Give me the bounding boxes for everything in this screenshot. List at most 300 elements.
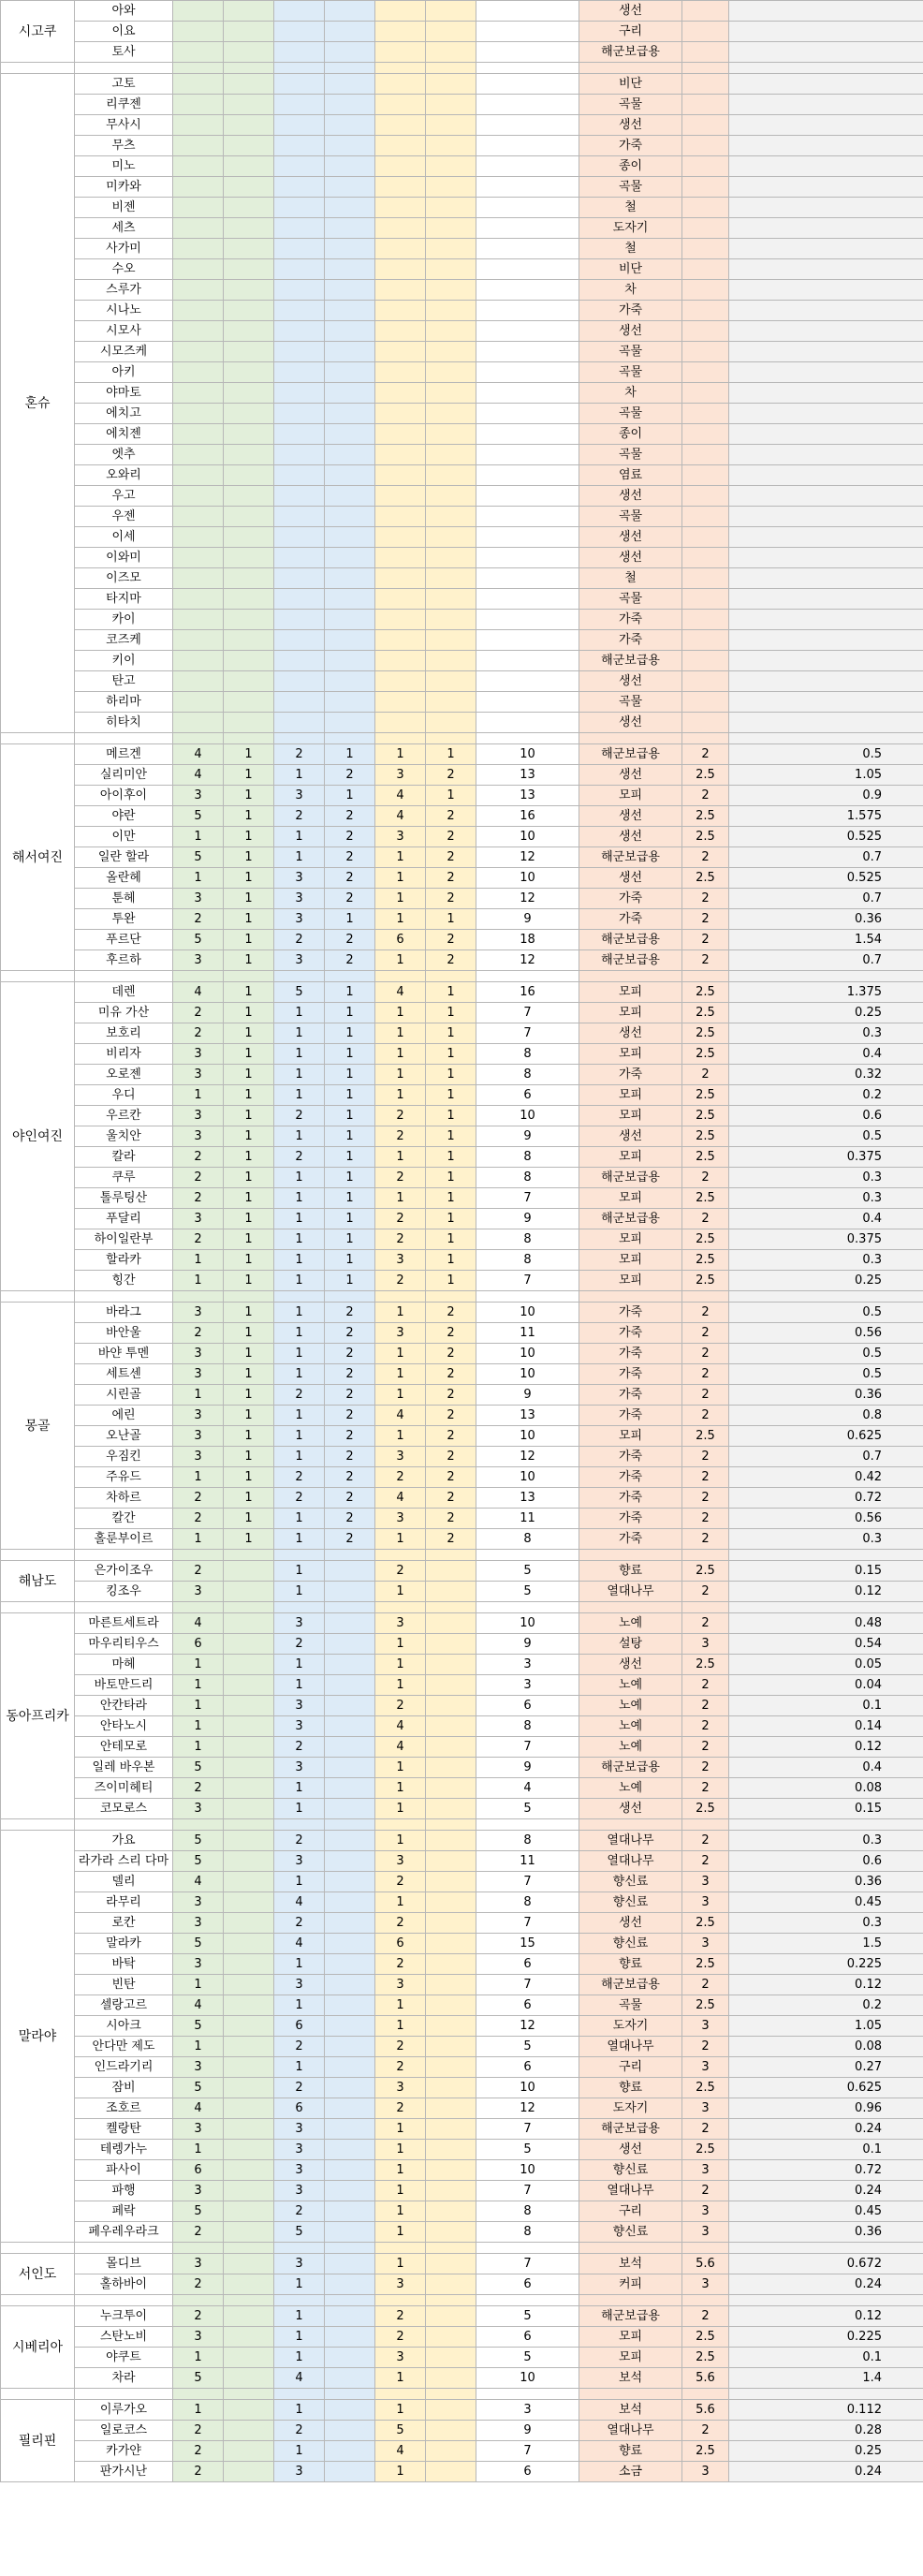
value-cell-0 (173, 74, 224, 95)
value-cell-3 (325, 218, 375, 239)
value-cell-4: 3 (375, 1975, 426, 1995)
value-cell-6 (476, 692, 579, 713)
spacer-cell (426, 1819, 476, 1831)
table-row (1, 1085, 923, 1106)
value-cell-3 (325, 2140, 375, 2160)
spacer-cell (325, 2243, 375, 2254)
spacer-cell (224, 63, 274, 74)
value-cell-2: 1 (274, 2327, 325, 2348)
value-cell-1: 1 (224, 1188, 274, 1209)
spacer-cell (476, 2295, 579, 2306)
value-cell-9: 0.9 (729, 786, 923, 806)
value-cell-9: 0.1 (729, 1696, 923, 1716)
value-cell-9: 0.24 (729, 2181, 923, 2201)
value-cell-1 (224, 1995, 274, 2016)
table-row (1, 1106, 923, 1126)
value-cell-8: 2 (682, 1364, 729, 1385)
value-cell-7: 향료 (579, 2441, 682, 2462)
region-label: 시고쿠 (1, 1, 75, 63)
value-cell-8: 2 (682, 847, 729, 868)
value-cell-9: 0.24 (729, 2119, 923, 2140)
value-cell-0 (173, 630, 224, 651)
value-cell-3 (325, 383, 375, 404)
spacer-cell (476, 1602, 579, 1613)
value-cell-3 (325, 280, 375, 301)
value-cell-9: 0.3 (729, 1023, 923, 1044)
value-cell-4: 2 (375, 1229, 426, 1250)
spacer-row (1, 1819, 923, 1831)
value-cell-6: 10 (476, 1426, 579, 1447)
spacer-cell (375, 1550, 426, 1561)
value-cell-8: 3 (682, 2016, 729, 2037)
value-cell-9: 0.28 (729, 2421, 923, 2441)
table-row (1, 1892, 923, 1913)
value-cell-9: 0.1 (729, 2140, 923, 2160)
value-cell-4 (375, 301, 426, 321)
value-cell-8: 2.5 (682, 868, 729, 889)
port-name: 마른트세트라 (75, 1613, 173, 1634)
value-cell-1: 1 (224, 1271, 274, 1291)
value-cell-2: 4 (274, 1934, 325, 1954)
value-cell-1 (224, 280, 274, 301)
port-name: 몰디브 (75, 2254, 173, 2274)
table-row (1, 1655, 923, 1675)
value-cell-6: 8 (476, 1892, 579, 1913)
value-cell-7: 가죽 (579, 1406, 682, 1426)
value-cell-0: 4 (173, 1613, 224, 1634)
value-cell-8 (682, 1, 729, 22)
value-cell-0 (173, 280, 224, 301)
port-name: 테렝가누 (75, 2140, 173, 2160)
value-cell-1: 1 (224, 827, 274, 847)
value-cell-0: 3 (173, 1209, 224, 1229)
value-cell-6: 12 (476, 950, 579, 971)
value-cell-9: 0.36 (729, 909, 923, 930)
spacer-cell (274, 2243, 325, 2254)
port-name: 로칸 (75, 1913, 173, 1934)
value-cell-7: 해군보급용 (579, 950, 682, 971)
value-cell-0: 2 (173, 2421, 224, 2441)
value-cell-4: 4 (375, 1488, 426, 1509)
value-cell-5: 1 (426, 1126, 476, 1147)
value-cell-2: 1 (274, 1085, 325, 1106)
value-cell-9: 1.5 (729, 1934, 923, 1954)
table-row (1, 42, 923, 63)
value-cell-5 (426, 1, 476, 22)
table-row (1, 2306, 923, 2327)
value-cell-9 (729, 177, 923, 198)
value-cell-0: 2 (173, 2462, 224, 2482)
value-cell-6 (476, 713, 579, 733)
value-cell-5 (426, 589, 476, 610)
table-row (1, 1716, 923, 1737)
value-cell-7: 노예 (579, 1613, 682, 1634)
value-cell-7: 모피 (579, 1271, 682, 1291)
port-name: 미노 (75, 156, 173, 177)
value-cell-4: 1 (375, 2254, 426, 2274)
value-cell-6: 6 (476, 2057, 579, 2078)
port-name: 빈탄 (75, 1975, 173, 1995)
value-cell-0: 2 (173, 1488, 224, 1509)
value-cell-2 (274, 1, 325, 22)
spacer-cell (274, 63, 325, 74)
value-cell-3: 2 (325, 950, 375, 971)
value-cell-4: 1 (375, 2181, 426, 2201)
value-cell-4: 1 (375, 1147, 426, 1168)
value-cell-3 (325, 1934, 375, 1954)
value-cell-4 (375, 74, 426, 95)
value-cell-7: 노예 (579, 1778, 682, 1799)
value-cell-6: 8 (476, 2222, 579, 2243)
value-cell-5 (426, 1872, 476, 1892)
value-cell-2: 1 (274, 1954, 325, 1975)
table-row (1, 1250, 923, 1271)
value-cell-9: 0.32 (729, 1065, 923, 1085)
value-cell-7: 가죽 (579, 1488, 682, 1509)
value-cell-3: 1 (325, 1147, 375, 1168)
value-cell-6: 6 (476, 1085, 579, 1106)
value-cell-9 (729, 342, 923, 362)
value-cell-1 (224, 1737, 274, 1758)
port-name: 비젠 (75, 198, 173, 218)
value-cell-4: 1 (375, 1778, 426, 1799)
value-cell-2: 1 (274, 1426, 325, 1447)
value-cell-9 (729, 445, 923, 465)
value-cell-0: 5 (173, 847, 224, 868)
port-name: 투완 (75, 909, 173, 930)
value-cell-7: 소금 (579, 2462, 682, 2482)
port-name: 무츠 (75, 136, 173, 156)
value-cell-7: 비단 (579, 259, 682, 280)
value-cell-8: 2 (682, 2181, 729, 2201)
value-cell-0: 1 (173, 1271, 224, 1291)
value-cell-3 (325, 239, 375, 259)
value-cell-4: 3 (375, 2348, 426, 2368)
value-cell-7: 해군보급용 (579, 1209, 682, 1229)
value-cell-4: 1 (375, 1023, 426, 1044)
region-label: 서인도 (1, 2254, 75, 2295)
value-cell-2: 2 (274, 1831, 325, 1851)
value-cell-0 (173, 156, 224, 177)
value-cell-8: 3 (682, 2222, 729, 2243)
value-cell-3 (325, 2274, 375, 2295)
value-cell-1 (224, 2016, 274, 2037)
spacer-cell (426, 63, 476, 74)
value-cell-9: 1.575 (729, 806, 923, 827)
value-cell-9 (729, 156, 923, 177)
value-cell-1 (224, 2327, 274, 2348)
value-cell-6: 10 (476, 1467, 579, 1488)
value-cell-0: 1 (173, 1675, 224, 1696)
value-cell-8: 3 (682, 2098, 729, 2119)
value-cell-7: 모피 (579, 1426, 682, 1447)
table-row (1, 847, 923, 868)
value-cell-6: 5 (476, 1799, 579, 1819)
value-cell-5 (426, 259, 476, 280)
value-cell-5 (426, 610, 476, 630)
value-cell-0: 2 (173, 1023, 224, 1044)
value-cell-1: 1 (224, 1303, 274, 1323)
value-cell-1 (224, 1934, 274, 1954)
spacer-cell (729, 971, 923, 982)
table-row (1, 239, 923, 259)
port-name: 우젠 (75, 507, 173, 527)
value-cell-6 (476, 115, 579, 136)
value-cell-4 (375, 568, 426, 589)
table-row (1, 342, 923, 362)
table-row (1, 218, 923, 239)
region-label: 야인여진 (1, 982, 75, 1291)
value-cell-2 (274, 156, 325, 177)
value-cell-5 (426, 2057, 476, 2078)
table-row (1, 1758, 923, 1778)
port-name: 스탄노비 (75, 2327, 173, 2348)
value-cell-7: 차 (579, 383, 682, 404)
value-cell-6: 7 (476, 1737, 579, 1758)
value-cell-4: 1 (375, 1995, 426, 2016)
value-cell-8 (682, 321, 729, 342)
value-cell-2 (274, 465, 325, 486)
value-cell-5 (426, 2222, 476, 2243)
table-row (1, 1406, 923, 1426)
value-cell-6: 5 (476, 1561, 579, 1582)
value-cell-9 (729, 42, 923, 63)
spacer-cell (224, 1602, 274, 1613)
spacer-cell (682, 971, 729, 982)
value-cell-8: 2.5 (682, 2140, 729, 2160)
value-cell-2: 1 (274, 1529, 325, 1550)
port-name: 인드라기리 (75, 2057, 173, 2078)
region-label: 동아프리카 (1, 1613, 75, 1819)
value-cell-7: 생선 (579, 868, 682, 889)
value-cell-5 (426, 2327, 476, 2348)
value-cell-6: 6 (476, 2327, 579, 2348)
value-cell-4 (375, 589, 426, 610)
spacer-cell (579, 1550, 682, 1561)
value-cell-8 (682, 301, 729, 321)
value-cell-6: 7 (476, 2181, 579, 2201)
port-name: 안다만 제도 (75, 2037, 173, 2057)
value-cell-9: 0.3 (729, 1188, 923, 1209)
value-cell-8 (682, 424, 729, 445)
value-cell-0: 3 (173, 1799, 224, 1819)
table-row (1, 2160, 923, 2181)
value-cell-1 (224, 568, 274, 589)
table-row (1, 2368, 923, 2389)
value-cell-3: 1 (325, 1250, 375, 1271)
spacer-cell (173, 1550, 224, 1561)
value-cell-5: 1 (426, 982, 476, 1003)
value-cell-1 (224, 2421, 274, 2441)
value-cell-5 (426, 486, 476, 507)
value-cell-5: 1 (426, 1147, 476, 1168)
port-name: 야마토 (75, 383, 173, 404)
value-cell-5: 2 (426, 1529, 476, 1550)
value-cell-9: 0.3 (729, 1529, 923, 1550)
value-cell-0: 1 (173, 2140, 224, 2160)
value-cell-0: 4 (173, 1872, 224, 1892)
value-cell-4 (375, 630, 426, 651)
value-cell-5 (426, 713, 476, 733)
value-cell-4 (375, 362, 426, 383)
value-cell-3 (325, 486, 375, 507)
value-cell-1: 1 (224, 950, 274, 971)
value-cell-0 (173, 692, 224, 713)
value-cell-4: 1 (375, 1892, 426, 1913)
value-cell-1: 1 (224, 1085, 274, 1106)
value-cell-3 (325, 115, 375, 136)
value-cell-6: 12 (476, 1447, 579, 1467)
value-cell-4: 1 (375, 909, 426, 930)
value-cell-7: 보석 (579, 2254, 682, 2274)
value-cell-4: 2 (375, 1126, 426, 1147)
spacer-cell (375, 1602, 426, 1613)
value-cell-0: 5 (173, 2016, 224, 2037)
value-cell-4 (375, 280, 426, 301)
value-cell-9 (729, 610, 923, 630)
value-cell-8: 2 (682, 1467, 729, 1488)
value-cell-9: 0.225 (729, 1954, 923, 1975)
value-cell-3: 2 (325, 806, 375, 827)
value-cell-0: 5 (173, 930, 224, 950)
table-row (1, 2327, 923, 2348)
region-label: 해남도 (1, 1561, 75, 1602)
value-cell-3 (325, 1716, 375, 1737)
value-cell-6: 12 (476, 2016, 579, 2037)
value-cell-7: 해군보급용 (579, 847, 682, 868)
value-cell-9 (729, 424, 923, 445)
value-cell-0: 5 (173, 806, 224, 827)
value-cell-6: 9 (476, 1634, 579, 1655)
value-cell-2: 1 (274, 1799, 325, 1819)
value-cell-4: 1 (375, 847, 426, 868)
value-cell-4: 2 (375, 1271, 426, 1291)
port-name: 이만 (75, 827, 173, 847)
table-row (1, 2140, 923, 2160)
port-name: 푸달리 (75, 1209, 173, 1229)
value-cell-8 (682, 22, 729, 42)
port-name: 일로코스 (75, 2421, 173, 2441)
value-cell-9: 0.72 (729, 1488, 923, 1509)
value-cell-2 (274, 404, 325, 424)
value-cell-6 (476, 136, 579, 156)
value-cell-2: 1 (274, 847, 325, 868)
spacer-cell (729, 1602, 923, 1613)
value-cell-9: 0.6 (729, 1851, 923, 1872)
value-cell-2: 2 (274, 1913, 325, 1934)
value-cell-6: 10 (476, 1613, 579, 1634)
value-cell-1 (224, 486, 274, 507)
value-cell-8: 2 (682, 1716, 729, 1737)
spacer-cell (476, 1819, 579, 1831)
spacer-cell (426, 971, 476, 982)
value-cell-1 (224, 1582, 274, 1602)
value-cell-6: 10 (476, 868, 579, 889)
value-cell-2 (274, 651, 325, 671)
value-cell-1 (224, 136, 274, 156)
value-cell-9: 0.7 (729, 950, 923, 971)
value-cell-0 (173, 651, 224, 671)
value-cell-7: 해군보급용 (579, 1975, 682, 1995)
value-cell-5: 1 (426, 1188, 476, 1209)
value-cell-3 (325, 1696, 375, 1716)
port-name: 바라그 (75, 1303, 173, 1323)
value-cell-2 (274, 548, 325, 568)
value-cell-7: 노예 (579, 1737, 682, 1758)
port-name: 타지마 (75, 589, 173, 610)
value-cell-2: 1 (274, 1250, 325, 1271)
value-cell-3: 1 (325, 786, 375, 806)
value-cell-3 (325, 2254, 375, 2274)
value-cell-0: 1 (173, 2037, 224, 2057)
value-cell-6: 16 (476, 982, 579, 1003)
spacer-cell (173, 63, 224, 74)
spacer-cell (75, 971, 173, 982)
value-cell-4: 3 (375, 2078, 426, 2098)
value-cell-1: 1 (224, 1344, 274, 1364)
value-cell-4: 2 (375, 2327, 426, 2348)
value-cell-0 (173, 42, 224, 63)
value-cell-7: 열대나무 (579, 1582, 682, 1602)
port-name: 보호리 (75, 1023, 173, 1044)
value-cell-1 (224, 1975, 274, 1995)
value-cell-3 (325, 404, 375, 424)
value-cell-8 (682, 465, 729, 486)
port-name: 홀하바이 (75, 2274, 173, 2295)
port-name: 우짐킨 (75, 1447, 173, 1467)
value-cell-2: 3 (274, 2181, 325, 2201)
value-cell-9: 0.04 (729, 1675, 923, 1696)
table-row (1, 2037, 923, 2057)
value-cell-0: 4 (173, 1995, 224, 2016)
value-cell-3 (325, 630, 375, 651)
value-cell-6 (476, 671, 579, 692)
value-cell-6 (476, 42, 579, 63)
value-cell-5 (426, 2348, 476, 2368)
value-cell-6: 3 (476, 2400, 579, 2421)
table-row (1, 589, 923, 610)
value-cell-4: 1 (375, 1188, 426, 1209)
spacer-cell (75, 1602, 173, 1613)
value-cell-4 (375, 651, 426, 671)
value-cell-6: 9 (476, 2421, 579, 2441)
spacer-cell (173, 1602, 224, 1613)
value-cell-4 (375, 198, 426, 218)
value-cell-7: 가죽 (579, 630, 682, 651)
value-cell-5 (426, 239, 476, 259)
value-cell-1: 1 (224, 1447, 274, 1467)
value-cell-6: 11 (476, 1323, 579, 1344)
value-cell-3 (325, 74, 375, 95)
table-row (1, 2348, 923, 2368)
value-cell-1 (224, 713, 274, 733)
value-cell-3 (325, 22, 375, 42)
value-cell-2: 1 (274, 765, 325, 786)
table-row (1, 1271, 923, 1291)
port-name: 이요 (75, 22, 173, 42)
value-cell-7: 곡물 (579, 589, 682, 610)
value-cell-3 (325, 321, 375, 342)
value-cell-9: 0.375 (729, 1147, 923, 1168)
value-cell-7: 종이 (579, 424, 682, 445)
spacer-cell (224, 1819, 274, 1831)
value-cell-8: 2.5 (682, 1995, 729, 2016)
value-cell-7: 생선 (579, 1655, 682, 1675)
value-cell-1 (224, 1613, 274, 1634)
value-cell-3 (325, 548, 375, 568)
value-cell-9: 0.5 (729, 1364, 923, 1385)
value-cell-9: 0.12 (729, 1975, 923, 1995)
